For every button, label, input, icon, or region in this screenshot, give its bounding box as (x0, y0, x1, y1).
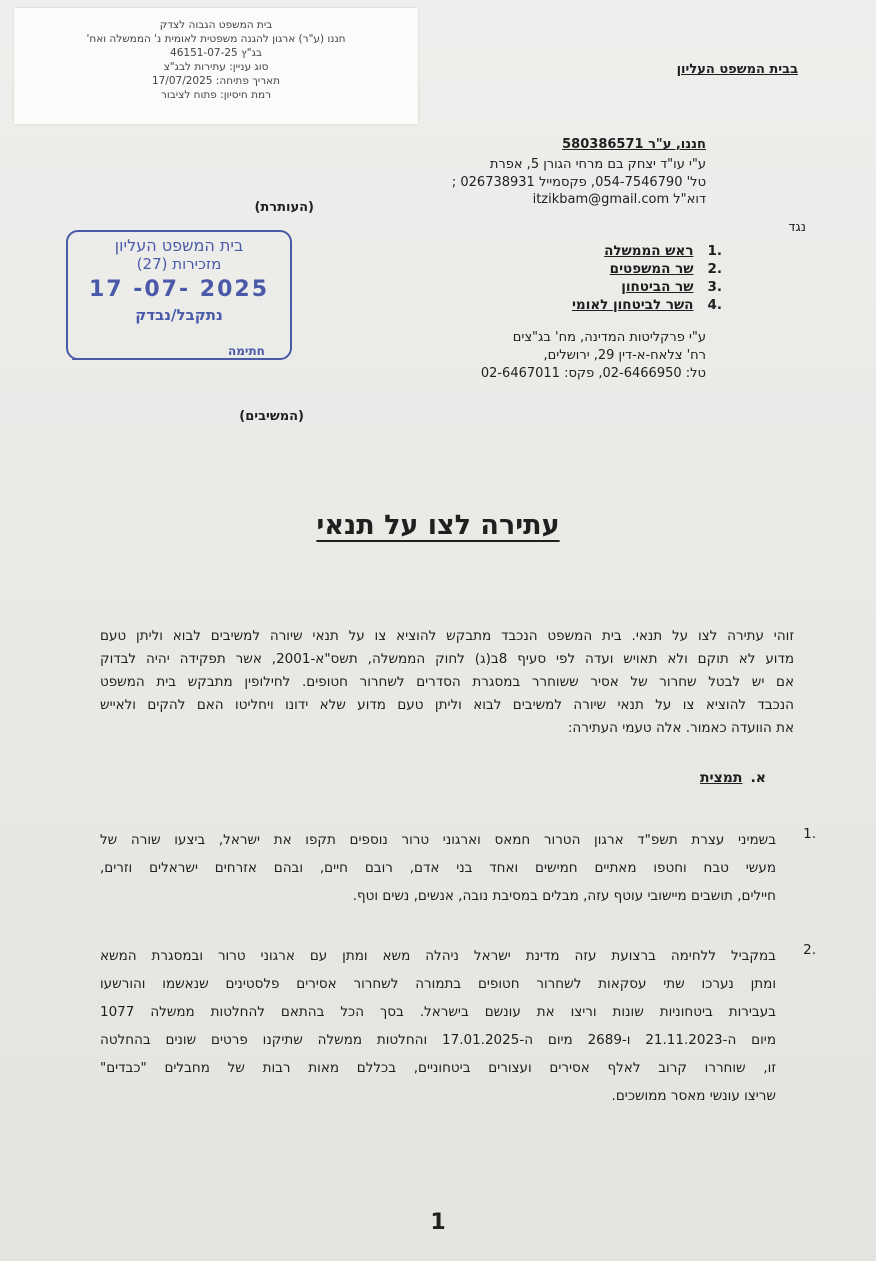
paragraph-line: בשמיני עצרת תשפ"ד ארגון הטרור חמאס וארגוני טרור נוספים תקפו את ישראל, ביצעו שורה של (100, 832, 776, 848)
respondent-number: .2 (707, 261, 722, 277)
respondent-name: ראש הממשלה (604, 243, 694, 259)
court-stamp (66, 230, 292, 360)
list-item (572, 242, 722, 260)
page-number: 1 (430, 1210, 446, 1235)
section-heading (700, 770, 766, 786)
paragraph-number: .1 (803, 826, 816, 842)
petitioner-role: (העותרת) (254, 200, 314, 215)
case-label-line: סוג עניין: עתירות לבג"צ (163, 61, 269, 73)
intro-line: אם יש לבטל שחרור של אסיר ששוחרר במסגרת הסדרים לשחרור חטופים. לחילופין מתבקש בית המשפט (100, 674, 794, 690)
stamp-date: 17 -07- 2025 (88, 277, 270, 302)
list-item (572, 296, 722, 314)
stamp-status: נתקבל/נבדק (135, 306, 223, 324)
paragraph (100, 942, 776, 1110)
section-title: תמצית (699, 770, 743, 786)
intro-line: מדוע לא תוקם ולא תאויש ועדה לפי סעיף 8ב(ג) לחוק הממשלה, תשס"א-2001, אשר תפקידה יהיה לבדוק (100, 651, 794, 667)
intro-line: את הוועדה כאמור. אלה טעמי העתירה: (567, 720, 794, 736)
page-title: עתירה לצו על תנאי (316, 510, 560, 541)
paragraph (100, 826, 776, 910)
respondents-address: טל: 02-6466950, פקס: 02-6467011 (480, 366, 706, 381)
respondent-number: .3 (707, 279, 722, 295)
respondent-number: .4 (707, 297, 722, 313)
respondents-address: ע"י פרקליטות המדינה, מח' בג"צים (512, 330, 706, 345)
paragraph-line: שריצו עונשי מאסר ממושכים. (611, 1088, 776, 1104)
paragraph-line: מעשי טבח וחטפו מאתיים חמישים ואחד בני אדם, רובם חיים, ובהם אזרחים ישראלים וזרים, (100, 860, 776, 876)
list-item (572, 260, 722, 278)
case-label-line: רמת חיסיון: פתוח לציבור (160, 89, 272, 101)
respondent-name: שר המשפטים (609, 261, 694, 277)
case-label-line: בג"ץ 46151-07-25 (170, 47, 262, 59)
case-label-line: תאריך פתיחה: 17/07/2025 (151, 75, 281, 87)
paragraph-line: ומתן נערכו שתי עסקאות לשחרור חטופים בתמורה לשחרור אסירים פלסטינים שנאשמו והורשעו (100, 976, 776, 992)
petitioner-detail: ע"י עו"ד יצחק בם מרחי הגורן 5, אפרת (489, 157, 706, 172)
stamp-signature-label: חתימה (228, 344, 265, 358)
case-label (14, 8, 418, 124)
paragraph-line: חיילים, תושבים מיישובי עוטף עזה, מבלים במסיבת נובה, אנשים, נשים וטף. (352, 888, 776, 904)
paragraph-line: מיום ה-21.11.2023 ו-2689 מיום ה-17.01.2025 והחלטות ממשלה שתיקנו פרטים שונים בהחלטה (100, 1032, 776, 1048)
stamp-office: מזכירות (27) (136, 255, 222, 273)
respondent-number: .1 (707, 243, 722, 259)
intro-line: זוהי עתירה לצו על תנאי. בית המשפט הנכבד מתבקש להוציא צו על תנאי שיורה למשיבים לבוא וליתן טעם (100, 628, 794, 644)
stamp-signature-line (72, 359, 222, 360)
intro-line: הנכבד להוציא צו על תנאי שיורה למשיבים לבוא וליתן טעם מדוע שלא ידונו ויחליטו האם להקים ולאייש (100, 697, 794, 713)
case-label-line: חננו (ע"ר) ארגון להגנה משפטית לאומית נ' הממשלה ואח' (86, 33, 346, 45)
respondent-name: השר לביטחון לאומי (571, 297, 694, 313)
paragraph-line: במקביל ללחימה ברצועת עזה מדינת ישראל ניהלה משא ומתן עם ארגוני טרור ובמסגרת המשא (100, 948, 776, 964)
intro-paragraph (100, 625, 794, 740)
paragraph-number: .2 (803, 942, 816, 958)
petitioner-detail: דוא"ל itzikbam@gmail.com (532, 192, 706, 207)
paragraph-line: בעבירות ביטחוניות שונות וריצו את עונשם בישראל. בסך הכל בהתאם להחלטות ממשלה 1077 (100, 1004, 776, 1020)
versus-label: נגד (788, 220, 806, 235)
respondents-address: רח' צלאח-א-דין 29, ירושלים, (543, 348, 706, 363)
stamp-court-name: בית המשפט העליון (114, 236, 244, 255)
petitioner-detail: טל' 054-7546790, פקסמייל 026738931 ; (451, 175, 706, 190)
list-item (572, 278, 722, 296)
court-heading: בבית המשפט העליון (676, 62, 798, 77)
petitioner-name: חננו, ע"ר 580386571 (562, 137, 706, 152)
case-label-line: בית המשפט הגבוה לצדק (159, 19, 273, 31)
paragraph-line: זו, שוחררו קרוב לאלף אסירים ועצורים ביטחוניים, בכללם מאות רבות של מחבלים "כבדים" (100, 1060, 776, 1076)
respondent-name: שר הביטחון (621, 279, 694, 295)
respondents-role: (המשיבים) (239, 409, 304, 424)
respondents-list (572, 242, 722, 314)
section-letter: א. (750, 770, 766, 786)
